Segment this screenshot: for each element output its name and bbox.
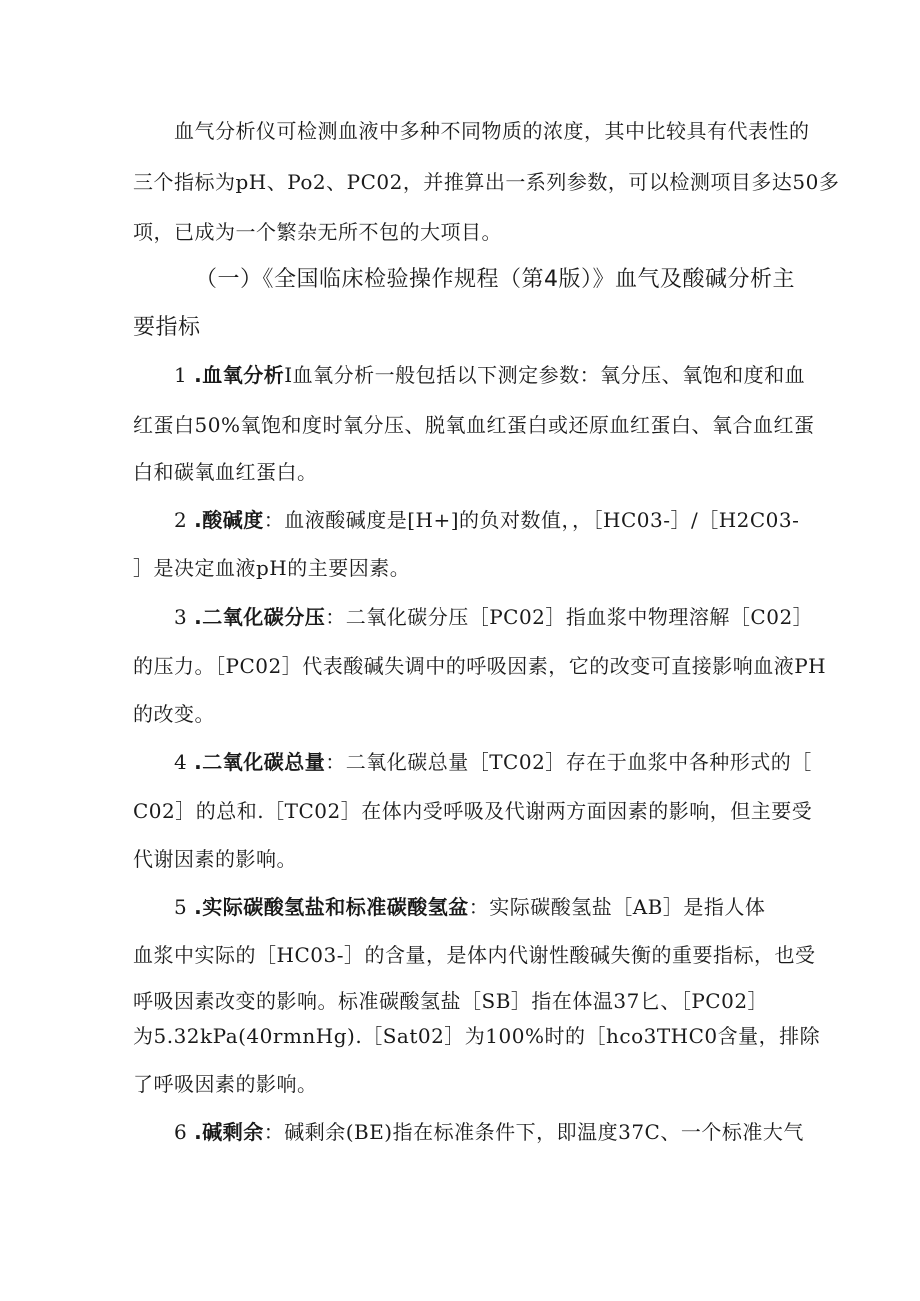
item-term: .血氧分析 (194, 363, 285, 387)
item-5-line-2: 血浆中实际的［HC03-］的含量，是体内代谢性酸碱失衡的重要指标，也受 (133, 943, 816, 967)
item-text: ：血液酸碱度是[H+]的负对数值，，［HC03-］/［H2C03- (263, 508, 800, 532)
item-text: ：二氧化碳分压［PC02］指血浆中物理溶解［C02］ (325, 605, 814, 629)
item-number: 3 (174, 605, 188, 629)
item-5-first-line (174, 893, 765, 921)
item-4-line-2: C02］的总和.［TC02］在体内受呼吸及代谢两方面因素的影响，但主要受 (133, 799, 813, 823)
item-4-first-line (174, 748, 812, 776)
item-term: .碱剩余 (194, 1120, 264, 1144)
item-number: 4 (174, 750, 188, 774)
item-2-line-2: ］是决定血液pH的主要因素。 (133, 556, 411, 580)
item-text: ：二氧化碳总量［TC02］存在于血浆中各种形式的［ (325, 750, 812, 774)
item-term: .二氧化碳总量 (194, 750, 326, 774)
item-1-line-3: 白和碳氧血红蛋白。 (133, 460, 318, 484)
item-1-first-line (174, 361, 805, 389)
item-number: 2 (174, 508, 188, 532)
item-term: .实际碳酸氢盐和标准碳酸氢盆 (194, 895, 469, 919)
section-heading-line-2: 要指标 (133, 315, 201, 340)
intro-line-2: 三个指标为pH、Po2、PC02，并推算出一系列参数，可以检测项目多达50多 (133, 170, 840, 194)
item-5-line-5: 了呼吸因素的影响。 (133, 1072, 318, 1096)
item-4-line-3: 代谢因素的影响。 (133, 847, 297, 871)
item-3-line-2: 的压力。［PC02］代表酸碱失调中的呼吸因素，它的改变可直接影响血液PH (133, 654, 827, 678)
item-text: ：碱剩余(BE)指在标准条件下，即温度37C、一个标准大气 (263, 1120, 804, 1144)
item-text: I血氧分析一般包括以下测定参数：氧分压、氧饱和度和血 (284, 363, 806, 387)
item-text: ：实际碳酸氢盐［AB］是指人体 (468, 895, 766, 919)
item-term: .酸碱度 (194, 508, 264, 532)
item-1-line-2: 红蛋白50%氧饱和度时氧分压、脱氧血红蛋白或还原血红蛋白、氧合血红蛋 (133, 413, 815, 437)
item-number: 5 (174, 895, 188, 919)
item-5-line-3: 呼吸因素改变的影响。标准碳酸氢盐［SB］指在体温37匕、［PC02］ (133, 989, 769, 1013)
section-heading-line-1: （一）《全国临床检验操作规程（第4版）》血气及酸碱分析主 (195, 267, 795, 292)
item-3-line-3: 的改变。 (133, 702, 215, 726)
item-6-first-line (174, 1118, 804, 1146)
intro-line-1: 血气分析仪可检测血液中多种不同物质的浓度，其中比较具有代表性的 (174, 119, 810, 143)
item-5-line-4: 为5.32kPa(40rmnHg).［Sat02］为100%时的［hco3THC0含量，排除 (133, 1024, 821, 1048)
item-2-first-line (174, 506, 799, 534)
item-number: 6 (174, 1120, 188, 1144)
intro-line-3: 项，已成为一个繁杂无所不包的大项目。 (133, 220, 502, 244)
item-term: .二氧化碳分压 (194, 605, 326, 629)
item-3-first-line (174, 603, 813, 631)
item-number: 1 (174, 363, 188, 387)
